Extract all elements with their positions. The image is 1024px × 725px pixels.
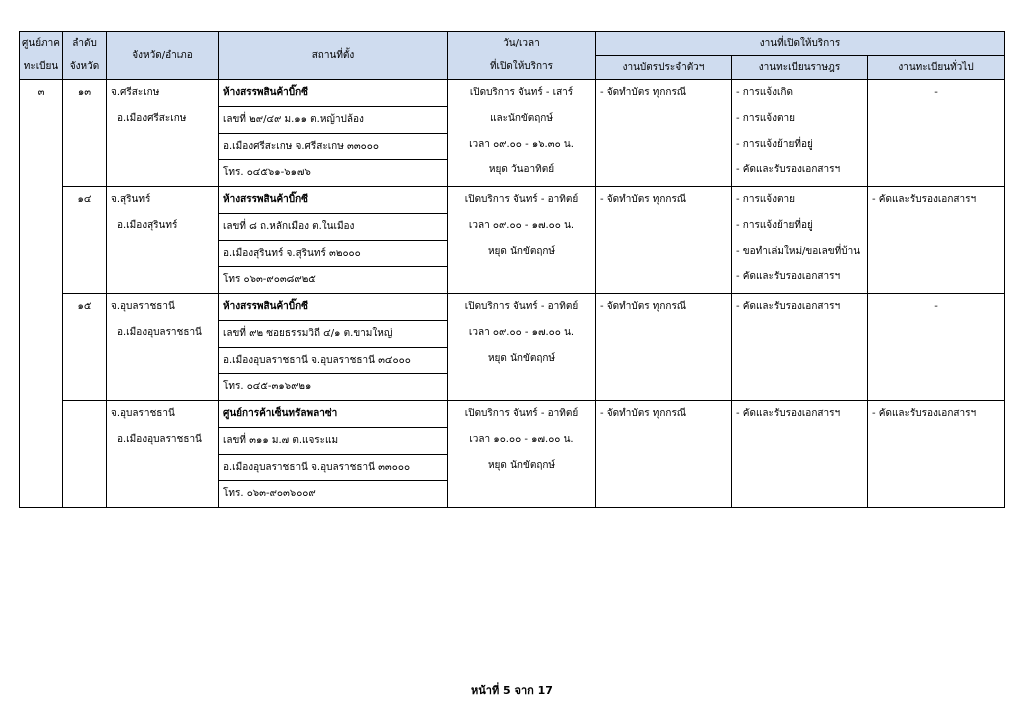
- province-line: อ.เมืองอุบลราชธานี: [117, 326, 202, 338]
- location-line: เลขที่ ๘ ถ.หลักเมือง ต.ในเมือง: [219, 214, 447, 241]
- cell-location: [219, 80, 448, 187]
- cell-civil: [732, 187, 868, 294]
- cell-datetime: [448, 187, 596, 294]
- location-line: เลขที่ ๙๒ ซอยธรรมวิถี ๔/๑ ต.ขามใหญ่: [219, 321, 447, 348]
- location-line: โทร ๐๖๓-๙๐๓๘๙๒๕: [223, 274, 316, 286]
- civil-line: - การแจ้งเกิด: [736, 87, 793, 98]
- cell-idcard: [596, 294, 732, 401]
- civil-line: - คัดและรับรองเอกสารฯ: [736, 301, 841, 312]
- header-svc-general: งานทะเบียนทั่วไป: [868, 56, 1005, 80]
- center-code: ๓: [37, 87, 45, 98]
- location-line: เลขที่ ๓๑๑ ม.๗ ต.แจระแม: [219, 428, 447, 455]
- datetime-line: หยุด นักขัตฤกษ์: [487, 245, 556, 257]
- header-seq-line2: จังหวัด: [63, 56, 107, 80]
- location-line: อ.เมืองอุบลราชธานี จ.อุบลราชธานี ๓๔๐๐๐: [219, 348, 447, 375]
- cell-seq: [63, 401, 107, 508]
- datetime-line: หยุด นักขัตฤกษ์: [487, 352, 556, 364]
- cell-civil: [732, 294, 868, 401]
- location-line: อ.เมืองอุบลราชธานี จ.อุบลราชธานี ๓๓๐๐๐: [219, 455, 447, 482]
- cell-general: [868, 80, 1005, 187]
- seq-line: ๑๕: [77, 301, 92, 312]
- general-line: -: [934, 301, 938, 312]
- datetime-line: หยุด วันอาทิตย์: [488, 164, 555, 176]
- header-services-group: งานที่เปิดให้บริการ: [596, 32, 1005, 56]
- header-location: สถานที่ตั้ง: [219, 32, 448, 80]
- page-number: หน้าที่ 5 จาก 17: [471, 684, 553, 697]
- location-line: อ.เมืองศรีสะเกษ จ.ศรีสะเกษ ๓๓๐๐๐: [219, 134, 447, 161]
- cell-general: [868, 187, 1005, 294]
- province-line: จ.อุบลราชธานี: [111, 301, 175, 312]
- location-line: ห้างสรรพสินค้าบิ๊กซี: [219, 187, 447, 214]
- cell-seq: [63, 294, 107, 401]
- cell-idcard: [596, 80, 732, 187]
- datetime-line: เปิดบริการ จันทร์ - เสาร์: [469, 87, 574, 98]
- header-datetime-line2: ที่เปิดให้บริการ: [448, 56, 596, 80]
- header-svc-civil: งานทะเบียนราษฎร: [732, 56, 868, 80]
- header-datetime-line1: วัน/เวลา: [448, 32, 596, 56]
- cell-province: [107, 80, 219, 187]
- cell-location: [219, 401, 448, 508]
- province-line: จ.อุบลราชธานี: [111, 408, 175, 419]
- table-row: [20, 294, 1005, 401]
- cell-province: [107, 187, 219, 294]
- location-line: อ.เมืองสุรินทร์ จ.สุรินทร์ ๓๒๐๐๐: [219, 241, 447, 268]
- cell-seq: [63, 80, 107, 187]
- table-row: [20, 401, 1005, 508]
- civil-line: - ขอทำเล่มใหม่/ขอเลขที่บ้าน: [736, 245, 861, 257]
- province-line: อ.เมืองอุบลราชธานี: [117, 433, 202, 445]
- location-line: ห้างสรรพสินค้าบิ๊กซี: [219, 80, 447, 107]
- header-seq-line1: ลำดับ: [63, 32, 107, 56]
- cell-civil: [732, 401, 868, 508]
- seq-line: [63, 401, 106, 427]
- header-center-line2: ทะเบียน: [20, 56, 63, 80]
- civil-line: - การแจ้งตาย: [736, 112, 795, 124]
- cell-idcard: [596, 187, 732, 294]
- cell-province: [107, 401, 219, 508]
- cell-location: [219, 187, 448, 294]
- idcard-line: - จัดทำบัตร ทุกกรณี: [600, 408, 687, 419]
- civil-line: - คัดและรับรองเอกสารฯ: [736, 164, 841, 176]
- cell-datetime: [448, 401, 596, 508]
- idcard-line: - จัดทำบัตร ทุกกรณี: [600, 87, 687, 98]
- cell-idcard: [596, 401, 732, 508]
- location-line: โทร. ๐๔๕๖๑-๖๑๗๖: [223, 167, 311, 179]
- seq-line: ๑๓: [77, 87, 92, 98]
- civil-line: - คัดและรับรองเอกสารฯ: [736, 408, 841, 419]
- datetime-line: และนักขัตฤกษ์: [490, 112, 553, 124]
- general-line: - คัดและรับรองเอกสารฯ: [872, 408, 977, 419]
- datetime-line: เวลา ๐๙.๐๐ - ๑๗.๐๐ น.: [468, 219, 575, 231]
- seq-line: ๑๔: [77, 194, 92, 205]
- cell-location: [219, 294, 448, 401]
- datetime-line: เวลา ๑๐.๐๐ - ๑๗.๐๐ น.: [469, 433, 574, 445]
- location-line: ห้างสรรพสินค้าบิ๊กซี: [219, 294, 447, 321]
- province-line: อ.เมืองสุรินทร์: [117, 219, 178, 231]
- datetime-line: เปิดบริการ จันทร์ - อาทิตย์: [464, 194, 579, 205]
- service-schedule-table: [19, 31, 1005, 508]
- cell-civil: [732, 80, 868, 187]
- cell-general: [868, 401, 1005, 508]
- header-province: จังหวัด/อำเภอ: [107, 32, 219, 80]
- province-line: จ.สุรินทร์: [111, 194, 151, 205]
- civil-line: - การแจ้งย้ายที่อยู่: [736, 219, 813, 231]
- cell-province: [107, 294, 219, 401]
- datetime-line: เวลา ๐๙.๐๐ - ๑๖.๓๐ น.: [469, 138, 574, 150]
- province-line: จ.ศรีสะเกษ: [111, 87, 160, 98]
- cell-center: [20, 80, 63, 508]
- general-line: - คัดและรับรองเอกสารฯ: [872, 194, 977, 205]
- idcard-line: - จัดทำบัตร ทุกกรณี: [600, 194, 687, 205]
- cell-seq: [63, 187, 107, 294]
- location-line: โทร. ๐๔๕-๓๑๖๙๒๑: [223, 381, 312, 393]
- civil-line: - การแจ้งย้ายที่อยู่: [736, 138, 813, 150]
- cell-datetime: [448, 294, 596, 401]
- location-line: โทร. ๐๖๓-๙๐๓๖๐๐๙: [223, 488, 316, 500]
- header-center-line1: ศูนย์ภาค: [20, 32, 63, 56]
- idcard-line: - จัดทำบัตร ทุกกรณี: [600, 301, 687, 312]
- table-row: [20, 80, 1005, 187]
- location-line: เลขที่ ๒๙/๔๙ ม.๑๑ ต.หญ้าปล้อง: [219, 107, 447, 134]
- civil-line: - การแจ้งตาย: [736, 194, 795, 205]
- header-svc-idcard: งานบัตรประจำตัวฯ: [596, 56, 732, 80]
- datetime-line: เปิดบริการ จันทร์ - อาทิตย์: [464, 301, 579, 312]
- civil-line: - คัดและรับรองเอกสารฯ: [736, 271, 841, 283]
- datetime-line: เปิดบริการ จันทร์ - อาทิตย์: [464, 408, 579, 419]
- general-line: -: [934, 87, 938, 98]
- location-line: ศูนย์การค้าเซ็นทรัลพลาซ่า: [219, 401, 447, 428]
- cell-general: [868, 294, 1005, 401]
- datetime-line: หยุด นักขัตฤกษ์: [487, 459, 556, 471]
- datetime-line: เวลา ๐๙.๐๐ - ๑๗.๐๐ น.: [468, 326, 575, 338]
- cell-datetime: [448, 80, 596, 187]
- province-line: อ.เมืองศรีสะเกษ: [117, 112, 187, 124]
- table-row: [20, 187, 1005, 294]
